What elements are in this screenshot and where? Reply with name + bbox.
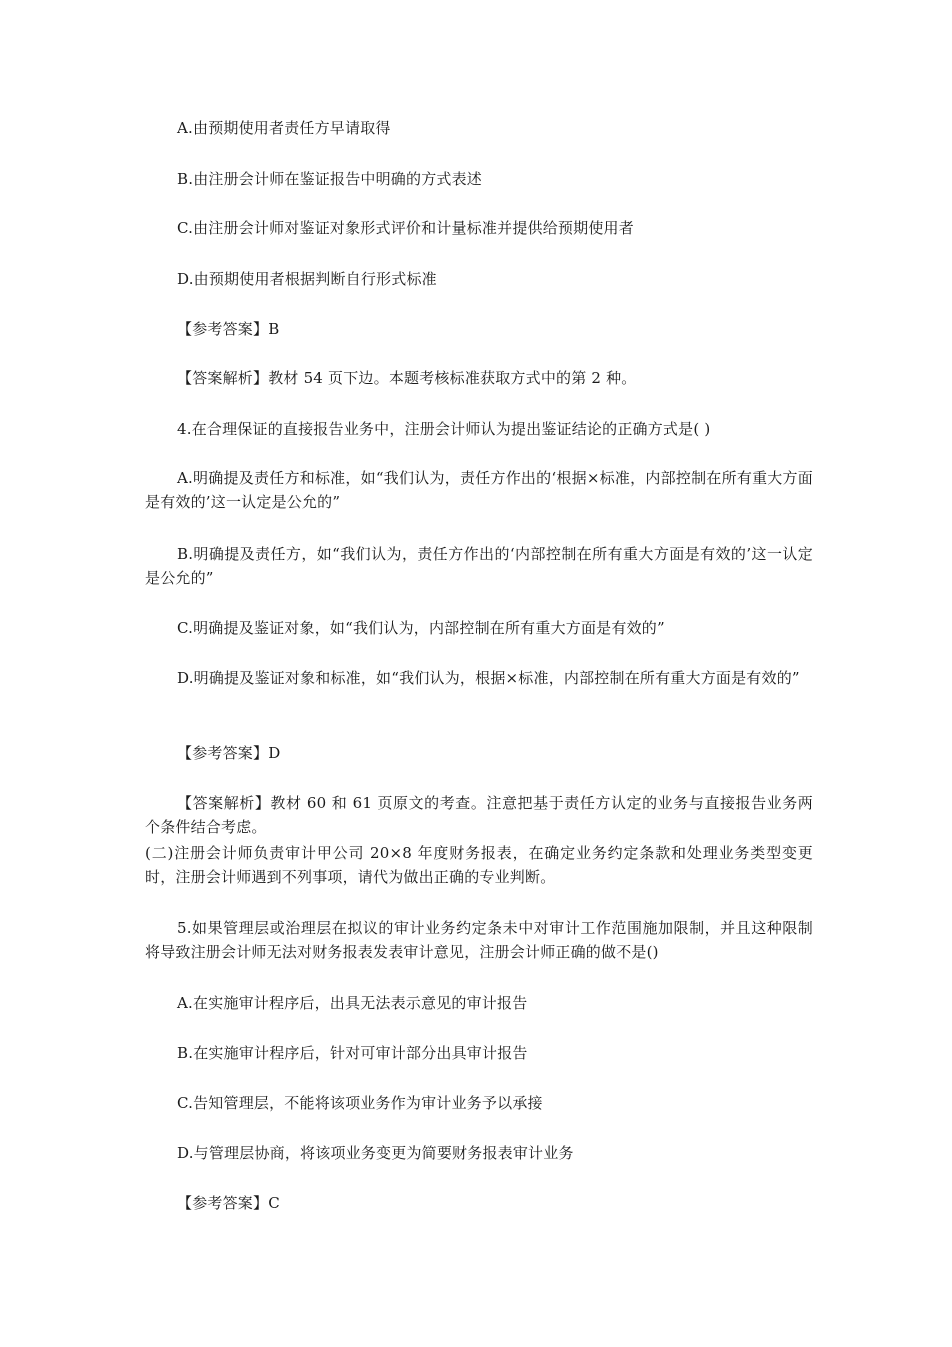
q4-option-b: B.明确提及责任方，如“我们认为，责任方作出的‘内部控制在所有重大方面是有效的’这一认定是公允的” <box>145 545 813 587</box>
q5-question: 5.如果管理层或治理层在拟议的审计业务约定条未中对审计工作范围施加限制，并且这种限制将导致注册会计师无法对财务报表发表审计意见，注册会计师正确的做不是() <box>145 919 813 961</box>
q3-option-c: C.由注册会计师对鉴证对象形式评价和计量标准并提供给预期使用者 <box>177 219 634 237</box>
q3-option-b: B.由注册会计师在鉴证报告中明确的方式表述 <box>177 170 482 188</box>
q4-question: 4.在合理保证的直接报告业务中，注册会计师认为提出鉴证结论的正确方式是( ) <box>177 420 711 438</box>
q4-option-d: D.明确提及鉴证对象和标准，如“我们认为，根据×标准，内部控制在所有重大方面是有效的” <box>177 669 800 687</box>
q4-answer: 【参考答案】D <box>177 744 281 762</box>
q5-option-b: B.在实施审计程序后，针对可审计部分出具审计报告 <box>177 1044 528 1062</box>
q3-analysis: 【答案解析】教材 54 页下边。本题考核标准获取方式中的第 2 种。 <box>177 369 637 387</box>
q4-option-a: A.明确提及责任方和标准，如“我们认为，责任方作出的‘根据×标准，内部控制在所有重大方面是有效的’这一认定是公允的” <box>145 469 813 511</box>
q4-analysis: 【答案解析】教材 60 和 61 页原文的考查。注意把基于责任方认定的业务与直接报告业务两个条件结合考虑。 <box>145 794 813 836</box>
q5-option-a: A.在实施审计程序后，出具无法表示意见的审计报告 <box>177 994 528 1012</box>
q3-answer: 【参考答案】B <box>177 320 280 338</box>
q5-option-d: D.与管理层协商，将该项业务变更为简要财务报表审计业务 <box>177 1144 574 1162</box>
q5-answer: 【参考答案】C <box>177 1194 280 1212</box>
section2-intro: (二)注册会计师负责审计甲公司 20×8 年度财务报表，在确定业务约定条款和处理业务类型变更时，注册会计师遇到不列事项，请代为做出正确的专业判断。 <box>145 844 813 886</box>
q5-option-c: C.告知管理层，不能将该项业务作为审计业务予以承接 <box>177 1094 543 1112</box>
q4-option-c: C.明确提及鉴证对象，如“我们认为，内部控制在所有重大方面是有效的” <box>177 619 665 637</box>
q3-option-d: D.由预期使用者根据判断自行形式标准 <box>177 270 437 288</box>
q3-option-a: A.由预期使用者责任方早请取得 <box>177 119 391 137</box>
